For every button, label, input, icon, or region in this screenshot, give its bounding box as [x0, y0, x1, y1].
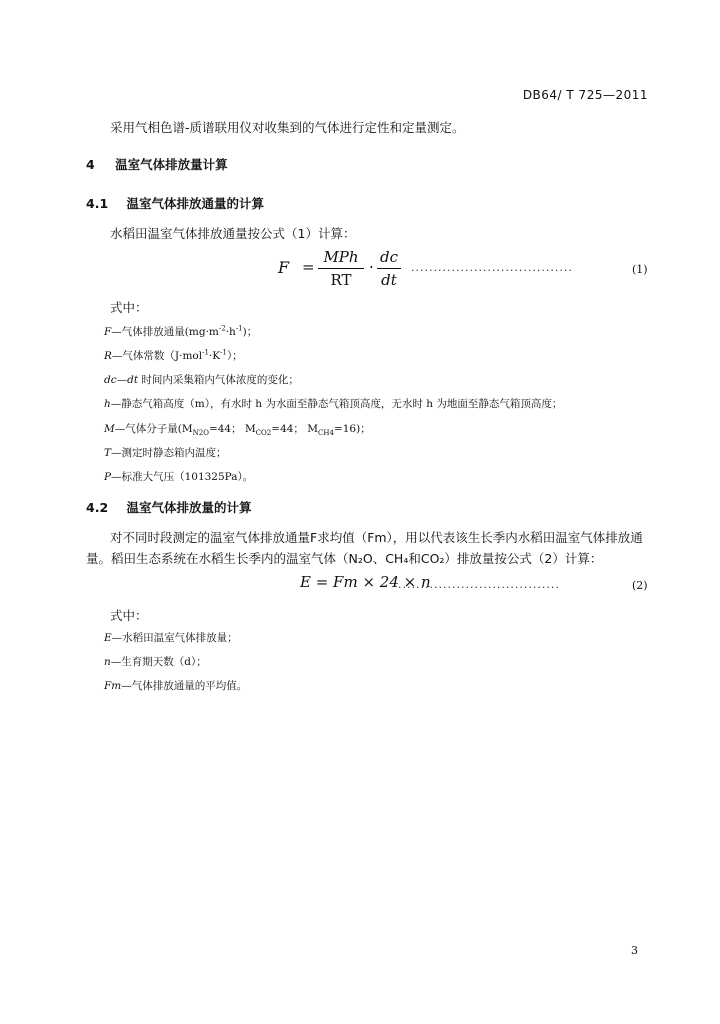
definition-text: —标准大气压（101325Pa）。	[111, 471, 254, 483]
definition-h	[104, 396, 562, 411]
definition-f	[104, 324, 257, 339]
definition-text: —气体分子量(M	[114, 423, 193, 435]
fraction-mph-rt	[318, 247, 364, 290]
section-title: 温室气体排放通量的计算	[126, 196, 265, 211]
definition-text: —气体排放通量(mg·m	[111, 326, 219, 338]
standard-code: DB64/ T 725—2011	[522, 88, 648, 102]
definition-text: —静态气箱高度（m），有水时 h 为水面至静态气箱顶高度，无水时 h 为地面至静态气箱顶高度；	[110, 398, 563, 410]
section-4-2-para-line-2: 量。稻田生态系统在水稻生长季内的温室气体（N₂O、CH₄和CO₂）排放量按公式（2）计算：	[86, 551, 603, 566]
where-label: 式中：	[110, 608, 148, 623]
fraction-denominator: RT	[330, 271, 352, 289]
section-4-heading	[86, 155, 228, 173]
fraction-bar	[377, 268, 401, 269]
fraction-dc-dt	[377, 247, 401, 290]
definition-n	[104, 654, 207, 669]
fraction-numerator: MPh	[323, 248, 359, 266]
formula-expression: E = Fm × 24 × n	[300, 573, 431, 591]
subscript: N2O	[192, 429, 209, 438]
definition-text: ）；	[226, 350, 243, 362]
symbol: F	[104, 326, 112, 338]
symbol: h	[104, 398, 111, 410]
symbol: n	[104, 656, 111, 668]
section-number: 4.1	[86, 196, 109, 211]
symbol: R	[104, 350, 112, 362]
definition-text: —气体排放通量的平均值。	[121, 680, 248, 692]
formula-lhs: F	[278, 258, 290, 277]
page-number: 3	[631, 944, 638, 957]
section-title: 温室气体排放量的计算	[126, 500, 252, 515]
formula-leader-dots: ....................................	[411, 261, 573, 274]
definition-text: —水稻田温室气体排放量；	[111, 632, 238, 644]
definition-text: 时间内采集箱内气体浓度的变化；	[138, 374, 299, 386]
formula-equals: =	[302, 258, 315, 276]
definition-text: =44； M	[271, 423, 319, 435]
subscript: CO2	[255, 429, 272, 438]
section-4-2-para-line-1: 对不同时段测定的温室气体排放通量F求均值（Fm），用以代表该生长季内水稻田温室气体排放通	[110, 530, 643, 545]
fraction-numerator: dc	[379, 248, 398, 266]
definition-t	[104, 445, 227, 460]
definition-text: —气体常数（J·mol	[111, 350, 203, 362]
superscript: -1	[235, 324, 243, 333]
definition-text: )；	[242, 326, 258, 338]
formula-leader-dots: ....................................	[398, 578, 560, 591]
definition-text: =44； M	[208, 423, 256, 435]
definition-p	[104, 469, 253, 484]
symbol: M	[104, 423, 115, 435]
section-4-2-heading	[86, 498, 252, 516]
definition-dc-dt	[104, 372, 299, 387]
where-label: 式中：	[110, 300, 148, 315]
fraction-bar	[318, 268, 364, 269]
subscript: CH4	[318, 429, 334, 438]
formula-dot: ·	[369, 258, 374, 276]
definition-fm	[104, 678, 247, 693]
symbol: dc—dt	[104, 374, 139, 386]
intro-paragraph: 采用气相色谱-质谱联用仪对收集到的气体进行定性和定量测定。	[110, 120, 465, 135]
formula-number: (2)	[632, 579, 648, 592]
symbol: T	[104, 447, 112, 459]
symbol: P	[104, 471, 112, 483]
section-title: 温室气体排放量计算	[115, 157, 228, 172]
definition-e	[104, 630, 238, 645]
superscript: -2	[218, 324, 226, 333]
formula-number: (1)	[632, 263, 648, 276]
section-number: 4	[86, 157, 95, 172]
definition-text: —生育期天数（d）；	[110, 656, 207, 668]
symbol: E	[104, 632, 112, 644]
symbol: Fm	[104, 680, 122, 692]
definition-m	[104, 421, 371, 437]
fraction-denominator: dt	[381, 271, 397, 289]
superscript: -1	[202, 348, 209, 357]
formula-1-intro: 水稻田温室气体排放通量按公式（1）计算：	[110, 226, 356, 241]
definition-text: —测定时静态箱内温度；	[111, 447, 227, 459]
section-4-1-heading	[86, 194, 264, 212]
definition-text: =16)；	[333, 423, 371, 435]
definition-r	[104, 348, 243, 363]
section-number: 4.2	[86, 500, 109, 515]
superscript: -1	[220, 348, 227, 357]
definition-text: ·K	[208, 350, 221, 362]
definition-text: ·h	[225, 326, 236, 338]
